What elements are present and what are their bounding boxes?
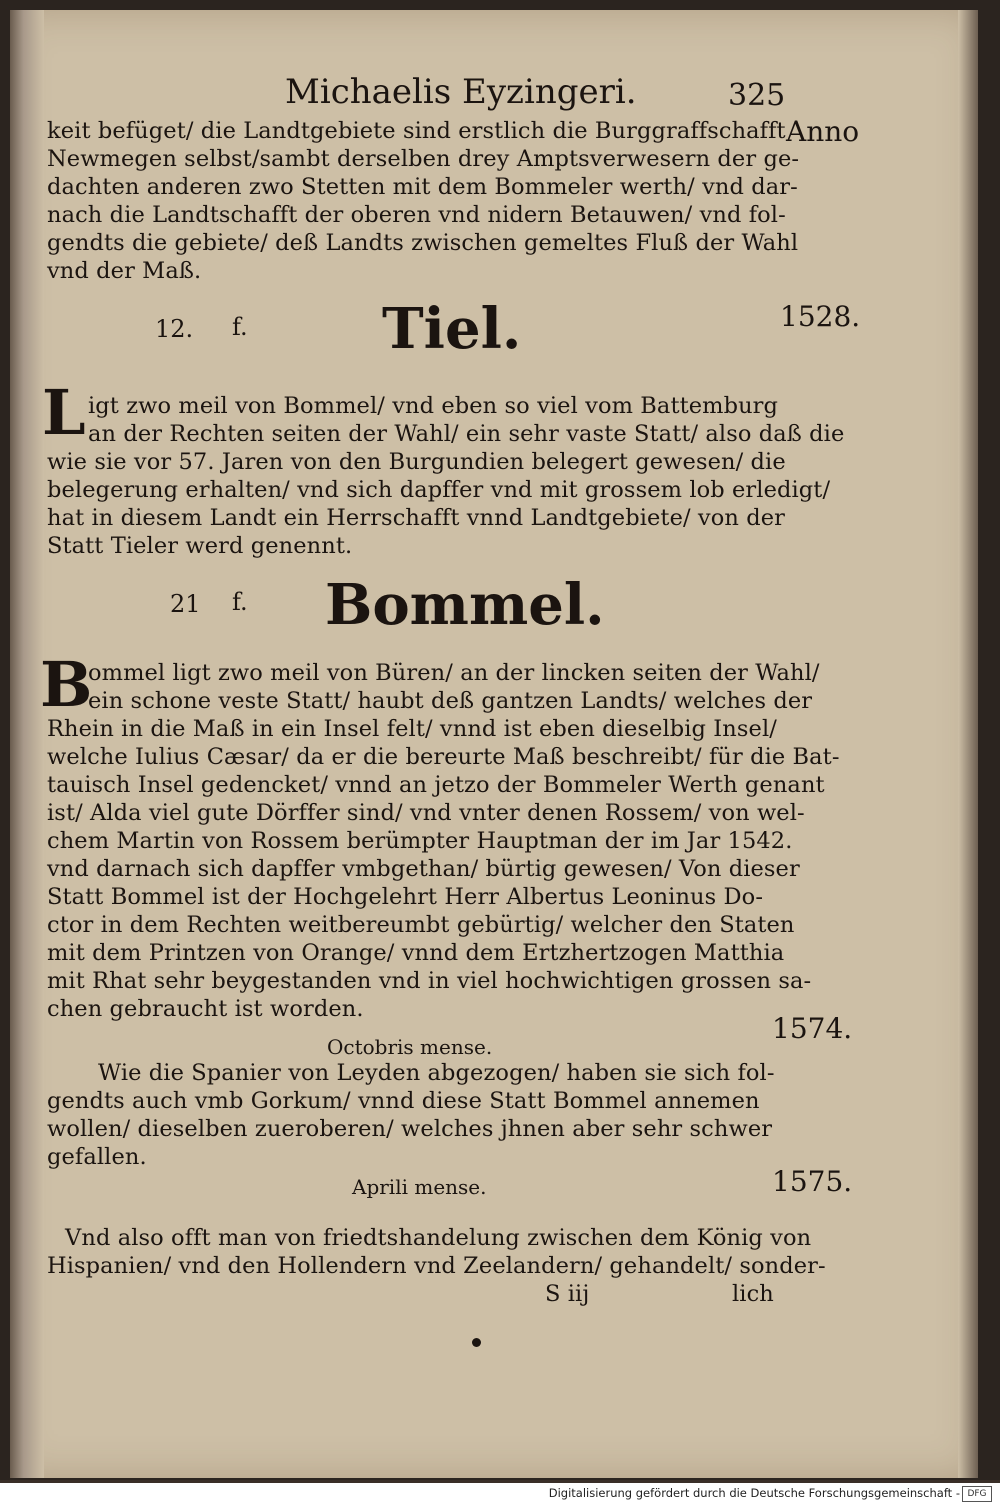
margin-year-1575: 1575. [772,1165,853,1198]
running-title: Michaelis Eyzingeri. [285,72,637,112]
tiel-line: igt zwo meil von Bommel/ vnd eben so viel vom Battemburg [88,393,779,419]
intro-line: gendts die gebiete/ deß Landts zwischen gemeltes Fluß der Wahl [47,230,799,256]
footer-credit: Digitalisierung gefördert durch die Deutsche Forschungsgemeinschaft - [548,1486,960,1500]
tiel-line: hat in diesem Landt ein Herrschafft vnnd Landtgebiete/ von der [47,505,785,531]
page-number: 325 [728,78,786,113]
bommel-line: ommel ligt zwo meil von Büren/ an der lincken seiten der Wahl/ [88,660,820,686]
intro-line: Newmegen selbst/sambt derselben drey Amptsverwesern der ge- [47,146,800,172]
catchword: lich [732,1281,774,1307]
bommel-line: ist/ Alda viel gute Dörffer sind/ vnd vnter denen Rossem/ von wel- [47,800,805,826]
page-edge-shadow [958,10,978,1478]
bommel-line: Rhein in die Maß in ein Insel felt/ vnnd ist eben dieselbig Insel/ [47,716,777,742]
margin-year-1528: 1528. [780,300,861,333]
bommel-line: ctor in dem Rechten weitbereumbt gebürtig/ welcher den Staten [47,912,795,938]
section-number-tiel: 12. [155,315,194,343]
heading-bommel: Bommel. [325,572,605,638]
intro-line: nach die Landtschafft der oberen vnd nidern Betauwen/ vnd fol- [47,202,786,228]
date-heading-october: Octobris mense. [327,1035,493,1059]
bommel-line: vnd darnach sich dapffer vmbgethan/ bürtig gewesen/ Von dieser [47,856,800,882]
entry-1575-line: Hispanien/ vnd den Hollendern vnd Zeelandern/ gehandelt/ sonder- [47,1253,826,1279]
intro-line: keit befüget/ die Landtgebiete sind erstlich die Burggraffschafft [47,118,786,144]
bommel-line: Statt Bommel ist der Hochgelehrt Herr Albertus Leoninus Do- [47,884,764,910]
date-heading-april: Aprili mense. [352,1175,487,1199]
section-unit-bommel: f. [232,588,248,616]
bommel-line: chen gebraucht ist worden. [47,996,364,1022]
tiel-line: belegerung erhalten/ vnd sich dapffer vnd mit grossem lob erledigt/ [47,477,831,503]
bommel-line: chem Martin von Rossem berümpter Hauptman der im Jar 1542. [47,828,793,854]
intro-line: vnd der Maß. [47,258,202,284]
entry-1574-line: gefallen. [47,1144,147,1170]
intro-line: dachten anderen zwo Stetten mit dem Bommeler werth/ vnd dar- [47,174,798,200]
bommel-line: mit Rhat sehr beygestanden vnd in viel hochwichtigen grossen sa- [47,968,812,994]
margin-anno: Anno [786,115,860,148]
tiel-line: an der Rechten seiten der Wahl/ ein sehr vaste Statt/ also daß die [88,421,845,447]
dropcap-tiel: L [42,376,86,449]
bommel-line: tauisch Insel gedencket/ vnnd an jetzo der Bommeler Werth genant [47,772,825,798]
section-unit-tiel: f. [232,313,248,341]
entry-1575-line: Vnd also offt man von friedtshandelung zwischen dem König von [65,1225,812,1251]
dropcap-bommel: B [40,648,93,721]
ink-dot [472,1338,481,1347]
margin-year-1574: 1574. [772,1012,853,1045]
section-number-bommel: 21 [170,590,201,618]
footer-bar [0,1483,1000,1505]
bommel-line: mit dem Printzen von Orange/ vnnd dem Ertzhertzogen Matthia [47,940,785,966]
tiel-line: wie sie vor 57. Jaren von den Burgundien belegert gewesen/ die [47,449,786,475]
tiel-line: Statt Tieler werd genennt. [47,533,353,559]
heading-tiel: Tiel. [382,296,522,362]
signature-mark: S iij [545,1281,590,1307]
entry-1574-line: wollen/ dieselben zueroberen/ welches jhnen aber sehr schwer [47,1116,773,1142]
bommel-line: welche Iulius Cæsar/ da er die bereurte Maß beschreibt/ für die Bat- [47,744,840,770]
dfg-logo: DFG [962,1486,992,1502]
entry-1574-line: gendts auch vmb Gorkum/ vnnd diese Statt Bommel annemen [47,1088,760,1114]
entry-1574-line: Wie die Spanier von Leyden abgezogen/ haben sie sich fol- [98,1060,775,1086]
bommel-line: ein schone veste Statt/ haubt deß gantzen Landts/ welches der [88,688,813,714]
page-binding-shadow [10,10,44,1478]
